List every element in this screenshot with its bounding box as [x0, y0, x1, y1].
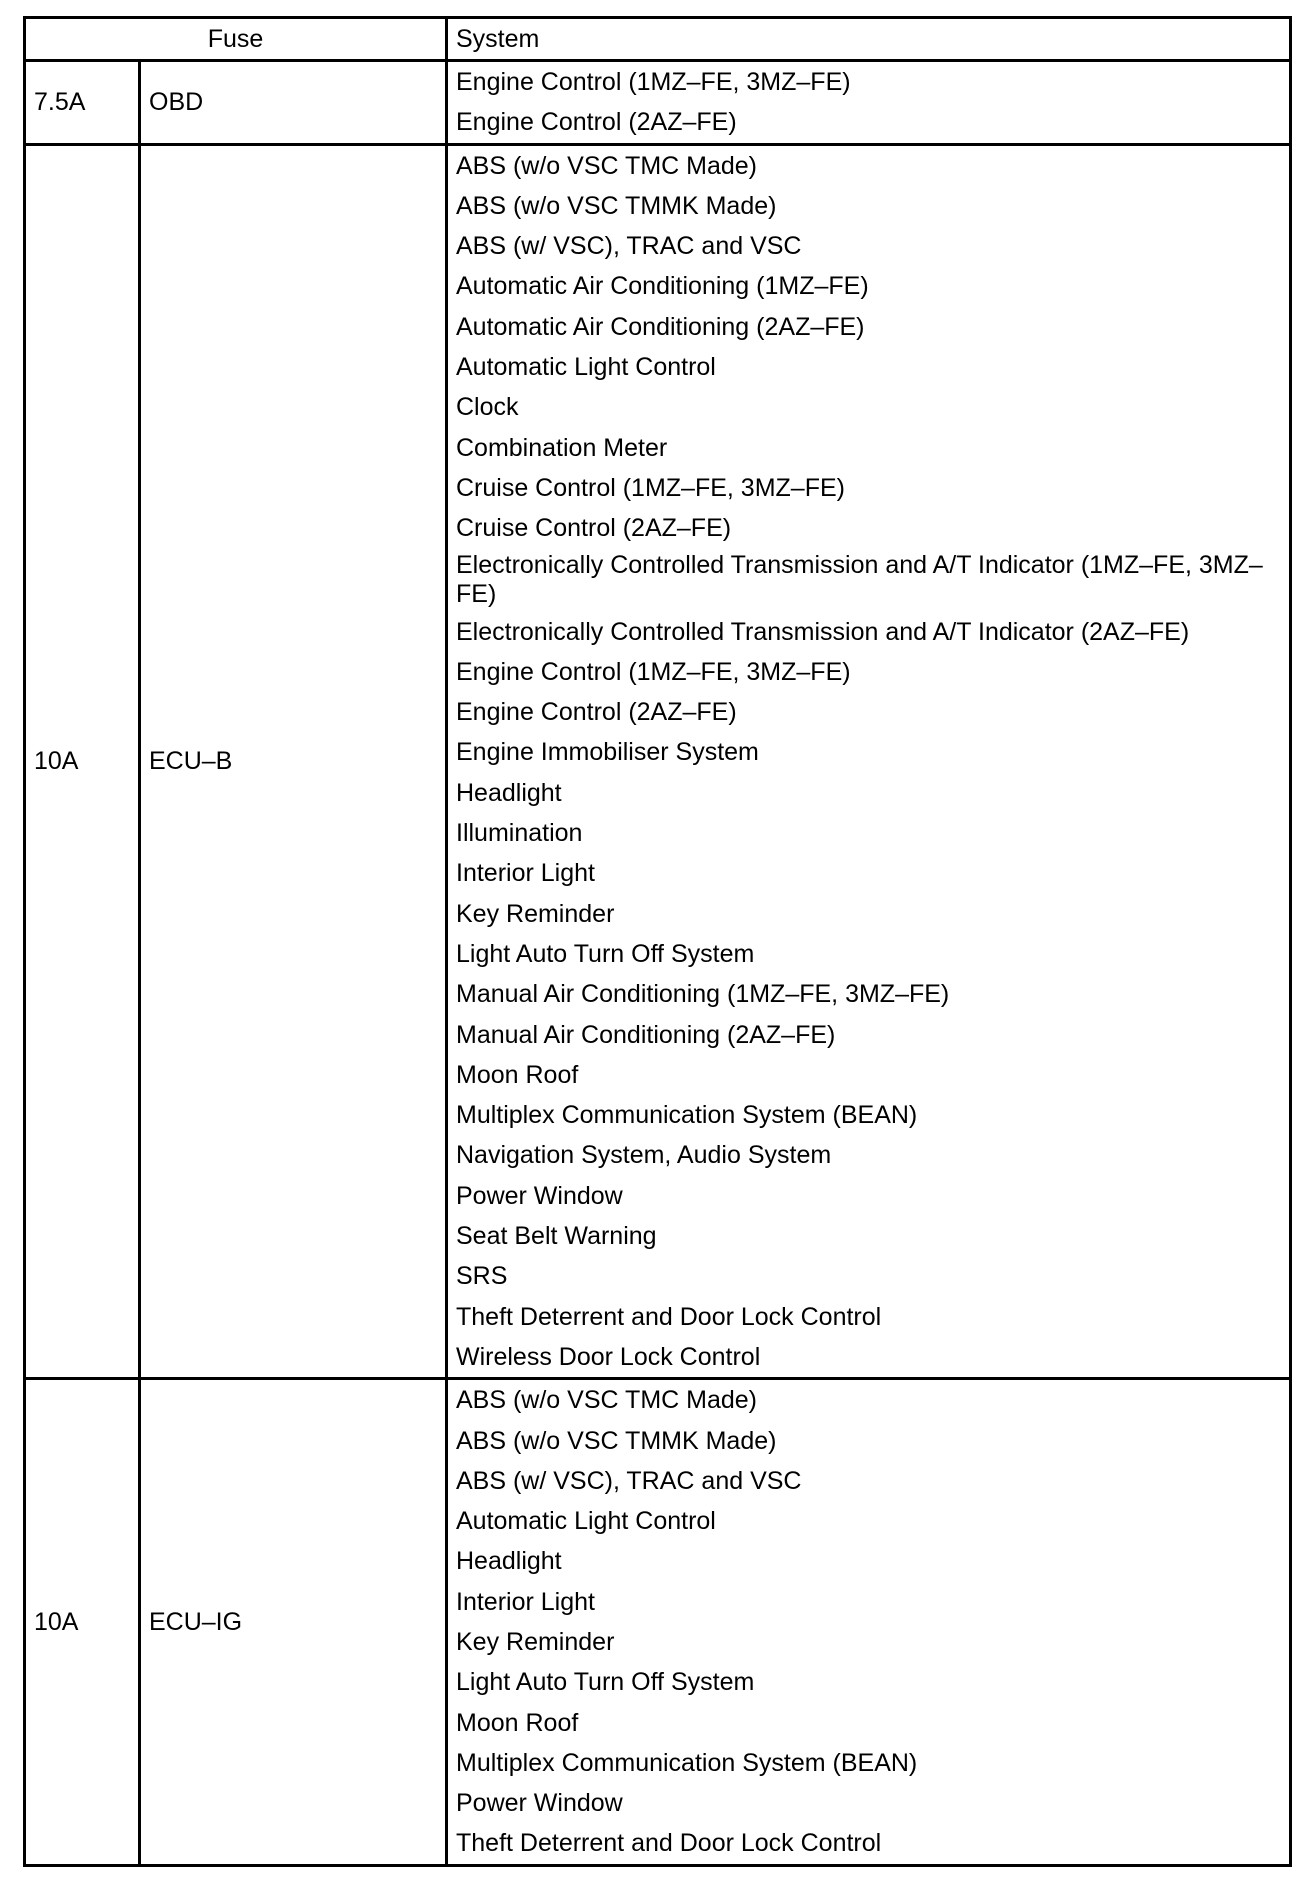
system-item: ABS (w/ VSC), TRAC and VSC	[456, 232, 802, 261]
system-item: ABS (w/o VSC TMMK Made)	[456, 191, 777, 220]
header-row	[25, 18, 1291, 61]
fuse-ampere: 7.5A	[25, 61, 140, 145]
system-item: ABS (w/o VSC TMC Made)	[456, 151, 758, 180]
system-item: Navigation System, Audio System	[456, 1141, 832, 1170]
system-item: Automatic Air Conditioning (1MZ–FE)	[456, 272, 869, 301]
system-item: Key Reminder	[456, 899, 615, 928]
system-item: Engine Immobiliser System	[456, 738, 759, 767]
system-item: Headlight	[456, 1547, 562, 1576]
system-item: Manual Air Conditioning (1MZ–FE, 3MZ–FE)	[456, 980, 950, 1009]
fuse-name: OBD	[140, 61, 447, 145]
fuse-row-obd	[25, 61, 1291, 145]
system-item: Engine Control (1MZ–FE, 3MZ–FE)	[456, 657, 851, 686]
system-item: Multiplex Communication System (BEAN)	[456, 1101, 918, 1130]
fuse-name: ECU–B	[140, 144, 447, 1379]
fuse-row-ecu-b	[25, 144, 1291, 1379]
system-item: Clock	[456, 393, 519, 422]
fuse-row-ecu-ig	[25, 1379, 1291, 1866]
system-item: Interior Light	[456, 859, 595, 888]
system-list	[447, 1379, 1291, 1866]
fuse-ampere: 10A	[25, 144, 140, 1379]
system-item: Headlight	[456, 778, 562, 807]
system-item: Interior Light	[456, 1587, 595, 1616]
system-item: Electronically Controlled Transmission and A/T Indicator (2AZ–FE)	[456, 617, 1190, 646]
fuse-table	[23, 16, 1292, 1867]
system-item: Cruise Control (2AZ–FE)	[456, 514, 732, 543]
system-item: SRS	[456, 1262, 508, 1291]
system-item: Theft Deterrent and Door Lock Control	[456, 1829, 882, 1858]
system-item: Automatic Light Control	[456, 353, 716, 382]
system-item: Power Window	[456, 1181, 623, 1210]
system-list	[447, 144, 1291, 1379]
system-item: Light Auto Turn Off System	[456, 939, 755, 968]
system-item: Key Reminder	[456, 1627, 615, 1656]
system-item: Automatic Light Control	[456, 1507, 716, 1536]
system-item: Engine Control (1MZ–FE, 3MZ–FE)	[456, 68, 851, 96]
system-item: Moon Roof	[456, 1708, 579, 1737]
system-item: Combination Meter	[456, 433, 668, 462]
system-item: Moon Roof	[456, 1060, 579, 1089]
fuse-name: ECU–IG	[140, 1379, 447, 1866]
system-item: Seat Belt Warning	[456, 1222, 657, 1251]
system-item: Manual Air Conditioning (2AZ–FE)	[456, 1020, 836, 1049]
system-item: Engine Control (2AZ–FE)	[456, 698, 737, 727]
system-item: Multiplex Communication System (BEAN)	[456, 1748, 918, 1777]
system-item: Wireless Door Lock Control	[456, 1342, 761, 1371]
system-item: Electronically Controlled Transmission and A/T Indicator (1MZ–FE, 3MZ–FE)	[456, 550, 1263, 608]
header-fuse: Fuse	[25, 18, 447, 61]
system-item: ABS (w/o VSC TMC Made)	[456, 1386, 758, 1415]
system-item: Light Auto Turn Off System	[456, 1668, 755, 1697]
system-item: Engine Control (2AZ–FE)	[456, 108, 737, 137]
system-item: Illumination	[456, 819, 583, 848]
system-list	[447, 61, 1291, 145]
system-item: Theft Deterrent and Door Lock Control	[456, 1302, 882, 1331]
system-item: Automatic Air Conditioning (2AZ–FE)	[456, 312, 865, 341]
system-item: ABS (w/ VSC), TRAC and VSC	[456, 1466, 802, 1495]
system-item: Power Window	[456, 1789, 623, 1818]
header-system: System	[447, 18, 1291, 61]
system-item: Cruise Control (1MZ–FE, 3MZ–FE)	[456, 473, 845, 502]
system-item: ABS (w/o VSC TMMK Made)	[456, 1426, 777, 1455]
fuse-ampere: 10A	[25, 1379, 140, 1866]
